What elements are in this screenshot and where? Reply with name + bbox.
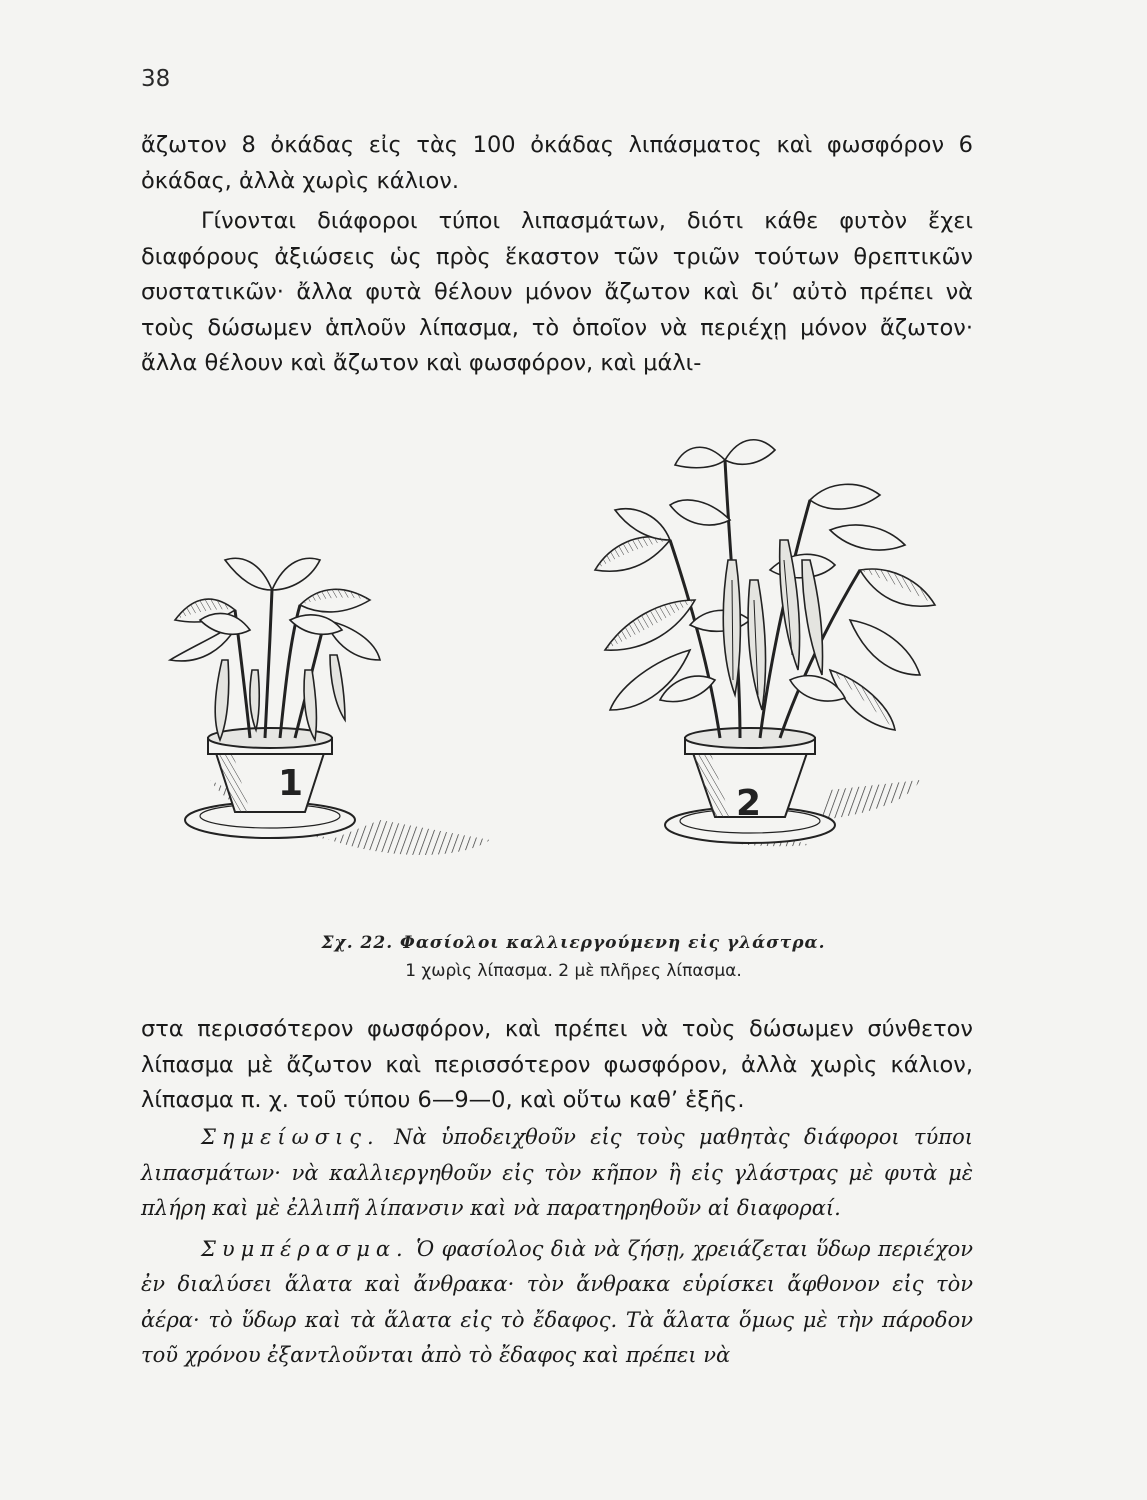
- note-block: [141, 1120, 973, 1374]
- paragraph-1: ἄζωτον 8 ὀκάδας εἰς τὰς 100 ὀκάδας λιπάσματος καὶ φωσφόρον 6 ὀκάδας, ἀλλὰ χωρὶς κάλιον.: [141, 132, 973, 194]
- plant-1-drawing: [170, 558, 490, 855]
- top-text-block: [141, 128, 973, 382]
- conclusion-text: Ὁ φασίολος διὰ νὰ ζήσῃ, χρειάζεται ὕδωρ περιέχον ἐν διαλύσει ἅλατα καὶ ἄνθρακα· τὸν ἄνθρακα εὑρίσκει ἄφθονον εἰς τὸν ἀέρα· τὸ ὕδωρ καὶ τὰ ἅλατα εἰς τὸ ἔδαφος. Τὰ ἅλατα ὅμως μὲ τὴν πάροδον τοῦ χρόνου ἐξαντλοῦνται ἀπὸ τὸ ἔδαφος καὶ πρέπει νὰ: [141, 1236, 973, 1367]
- paragraph-3: στα περισσότερον φωσφόρον, καὶ πρέπει νὰ τοὺς δώσωμεν σύνθετον λίπασμα μὲ ἄζωτον καὶ περισσότερον φωσφόρον, ἀλλὰ χωρὶς κάλιον, λίπασμα π. χ. τοῦ τύπου 6—9—0, καὶ οὕτω καθ’ ἑξῆς.: [141, 1016, 973, 1113]
- note-label: Σημείωσις.: [201, 1125, 380, 1149]
- pot-1-label: 1: [278, 763, 304, 804]
- note-text: Νὰ ὑποδειχθοῦν εἰς τοὺς μαθητὰς διάφοροι τύποι λιπασμάτων· νὰ καλλιεργηθοῦν εἰς τὸν κῆπον ἢ εἰς γλάστρας μὲ φυτὰ μὲ πλήρη καὶ μὲ ἐλλιπῆ λίπανσιν καὶ νὰ παρατηρηθοῦν αἱ διαφοραί.: [141, 1125, 973, 1220]
- bottom-text-block: [141, 1012, 973, 1119]
- conclusion-label: Συμπέρασμα.: [201, 1236, 409, 1261]
- note-paragraph: [141, 1120, 973, 1227]
- figure-caption-title: Σχ. 22. Φασίολοι καλλιεργούμενη εἰς γλάστρα.: [321, 933, 826, 953]
- page-number: 38: [141, 66, 171, 92]
- figure-caption-subtitle: 1 χωρὶς λίπασμα. 2 μὲ πλῆρες λίπασμα.: [405, 961, 742, 981]
- bean-plants-illustration: [130, 420, 980, 920]
- pot-2-label: 2: [736, 783, 762, 824]
- conclusion-paragraph: [141, 1232, 973, 1374]
- paragraph-2: Γίνονται διάφοροι τύποι λιπασμάτων, διότι κάθε φυτὸν ἔχει διαφόρους ἀξιώσεις ὡς πρὸς ἕκαστον τῶν τριῶν τούτων θρεπτικῶν συστατικῶν· ἄλλα φυτὰ θέλουν μόνον ἄζωτον καὶ δι’ αὐτὸ πρέπει νὰ τοὺς δώσωμεν ἁπλοῦν λίπασμα, τὸ ὁποῖον νὰ περιέχῃ μόνον ἄζωτον· ἄλλα θέλουν καὶ ἄζωτον καὶ φωσφόρον, καὶ μάλι-: [141, 208, 973, 376]
- plant-2-drawing: [595, 440, 935, 847]
